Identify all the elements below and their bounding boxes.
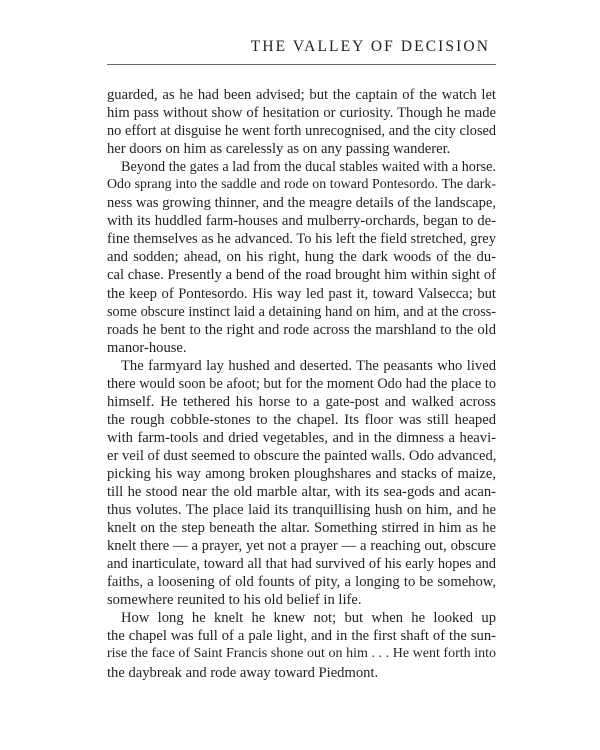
paragraph bbox=[107, 357, 496, 610]
text-line: and inarticulate, toward all that had survived of his early hopes and bbox=[107, 556, 496, 573]
text-line: Odo sprang into the saddle and rode on toward Pontesordo. The dark- bbox=[107, 177, 496, 193]
text-line: the keep of Pontesordo. His way led past it, toward Valsecca; but bbox=[107, 285, 496, 302]
text-line: faiths, a loosening of old founts of pity, a longing to be somehow, bbox=[107, 574, 496, 591]
text-line: er veil of dust seemed to obscure the painted walls. Odo advanced, bbox=[107, 447, 497, 464]
paragraph bbox=[107, 609, 496, 681]
text-line: himself. He tethered his horse to a gate-post and walked across bbox=[107, 393, 496, 410]
text-line: thus volutes. The place laid its tranquillising hush on him, and he bbox=[107, 502, 496, 519]
text-line: manor-house. bbox=[107, 339, 187, 356]
body-text bbox=[107, 86, 496, 682]
text-line: rise the face of Saint Francis shone out on him . . . He went forth into bbox=[107, 646, 496, 662]
text-line: ness was growing thinner, and the meagre details of the landscape, bbox=[107, 195, 496, 212]
text-line: cal chase. Presently a bend of the road brought him within sight of bbox=[107, 267, 496, 284]
text-line: till he stood near the old marble altar, with its sea-gods and acan- bbox=[107, 484, 496, 501]
text-line: with its huddled farm-houses and mulberry-orchards, began to de- bbox=[107, 213, 496, 230]
text-line: fine themselves as he advanced. To his left the field stretched, grey bbox=[107, 231, 496, 248]
text-line: the rough cobble-stones to the chapel. Its floor was still heaped bbox=[107, 411, 496, 428]
paragraph bbox=[107, 158, 496, 357]
text-line: knelt there — a prayer, yet not a prayer — a reaching out, obscure bbox=[107, 538, 496, 555]
running-head: THE VALLEY OF DECISION bbox=[250, 38, 490, 55]
text-line: The farmyard lay hushed and deserted. The peasants who lived bbox=[121, 357, 496, 374]
text-line: the chapel was full of a pale light, and in the first shaft of the sun- bbox=[107, 628, 496, 645]
text-line: Beyond the gates a lad from the ducal stables waited with a horse. bbox=[121, 159, 496, 176]
text-line: there would soon be afoot; but for the moment Odo had the place to bbox=[107, 375, 496, 392]
text-line: some obscure instinct laid a detaining hand on him, and at the cross- bbox=[107, 303, 496, 320]
header-rule bbox=[107, 64, 496, 65]
text-line: her doors on him as carelessly as on any passing wanderer. bbox=[107, 141, 451, 158]
text-line: picking his way among broken ploughshares and stacks of maize, bbox=[107, 465, 496, 482]
paragraph bbox=[107, 86, 496, 158]
text-line: the daybreak and rode away toward Piedmont. bbox=[107, 664, 379, 681]
text-line: with farm-tools and dried vegetables, and in the dimness a heavi- bbox=[107, 429, 496, 446]
text-line: guarded, as he had been advised; but the captain of the watch let bbox=[107, 87, 496, 103]
text-line: and sodden; ahead, on his right, hung the dark woods of the du- bbox=[107, 249, 496, 266]
text-line: him pass without show of hesitation or curiosity. Though he made bbox=[107, 105, 496, 122]
text-line: How long he knelt he knew not; but when he looked up bbox=[121, 610, 496, 627]
text-line: knelt on the step beneath the altar. Something stirred in him as he bbox=[107, 520, 496, 537]
text-line: no effort at disguise he went forth unrecognised, and the city closed bbox=[107, 123, 496, 140]
text-line: somewhere reunited to his old belief in life. bbox=[107, 592, 362, 609]
text-line: roads he bent to the right and rode across the marshland to the old bbox=[107, 321, 496, 338]
